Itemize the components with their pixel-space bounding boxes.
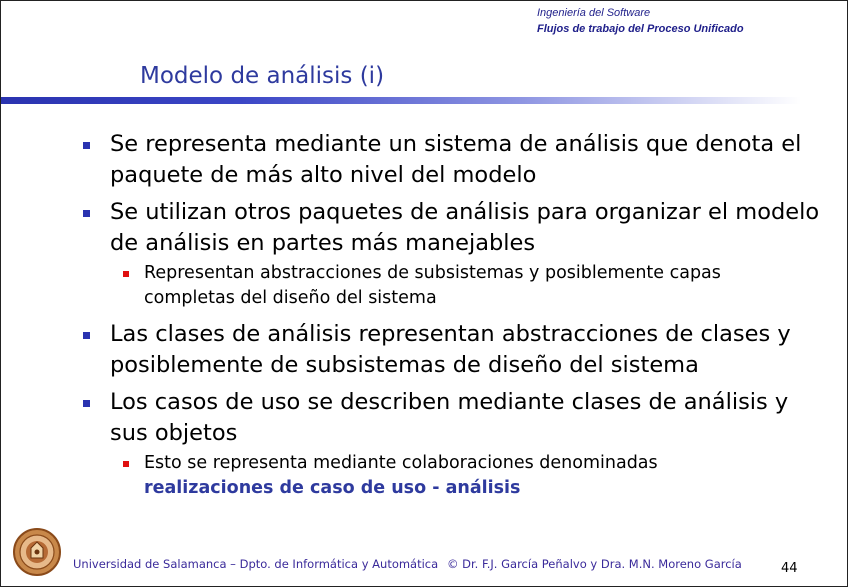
course-header	[537, 5, 744, 37]
bullet-item	[1, 129, 847, 191]
sub-bullet-item	[1, 261, 847, 311]
bullet-item	[1, 319, 847, 381]
course-topic: Flujos de trabajo del Proceso Unificado	[537, 23, 744, 35]
bullet-text: Las clases de análisis representan abstracciones de clases y posiblemente de subsistemas de diseño del sistema	[110, 321, 791, 378]
footer-authors: © Dr. F.J. García Peñalvo y Dra. M.N. Moreno García	[447, 557, 742, 571]
sub-bullet-item	[1, 451, 847, 501]
square-bullet-icon	[83, 142, 90, 149]
university-seal-icon	[13, 528, 61, 576]
square-bullet-icon	[83, 210, 90, 217]
sub-bullet-text: Representan abstracciones de subsistemas y posiblemente capas completas del diseño del sistema	[144, 263, 721, 308]
red-square-bullet-icon	[123, 271, 129, 277]
bullet-text: Los casos de uso se describen mediante clases de análisis y sus objetos	[110, 389, 789, 446]
title-underline-bar	[1, 97, 801, 104]
square-bullet-icon	[83, 332, 90, 339]
highlighted-term: realizaciones de caso de uso - análisis	[144, 478, 521, 498]
bullet-text: Se utilizan otros paquetes de análisis para organizar el modelo de análisis en partes más manejables	[110, 199, 820, 256]
course-name: Ingeniería del Software	[537, 7, 651, 19]
bullet-list	[1, 129, 847, 509]
slide-title: Modelo de análisis (i)	[140, 63, 385, 89]
square-bullet-icon	[83, 400, 90, 407]
bullet-item	[1, 197, 847, 259]
red-square-bullet-icon	[123, 461, 129, 467]
page-number: 44	[781, 561, 798, 576]
bullet-item	[1, 387, 847, 449]
sub-bullet-text: Esto se representa mediante colaboraciones denominadas	[144, 453, 658, 473]
footer-institution: Universidad de Salamanca – Dpto. de Informática y Automática	[73, 557, 439, 571]
bullet-text: Se representa mediante un sistema de análisis que denota el paquete de más alto nivel del modelo	[110, 131, 802, 188]
